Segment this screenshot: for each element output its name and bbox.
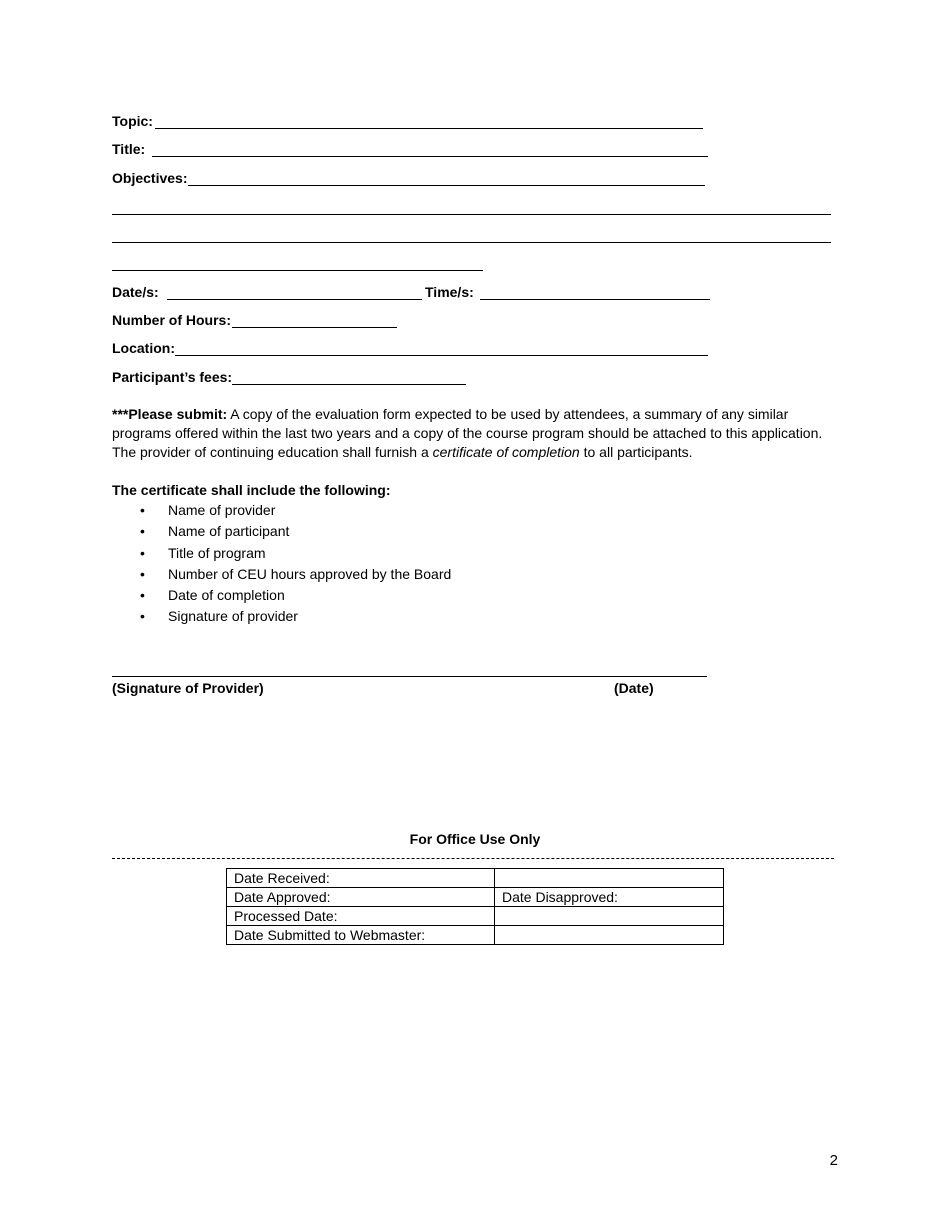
signature-date-label: (Date) [614,680,654,696]
hours-field[interactable] [232,327,397,328]
objectives-field-line-3[interactable] [112,242,831,243]
certificate-heading: The certificate shall include the following: [112,482,391,498]
objectives-field-line-4[interactable] [112,270,483,271]
office-processed-date-value[interactable] [495,907,724,926]
certificate-list [112,500,451,628]
fees-field[interactable] [232,384,466,385]
submit-paragraph [112,405,832,462]
table-row [227,869,724,888]
location-field[interactable] [175,355,708,356]
list-item: • Signature of provider [112,606,451,627]
office-date-received-value[interactable] [495,869,724,888]
signature-provider-label: (Signature of Provider) [112,680,264,696]
list-item: • Title of program [112,543,451,564]
title-label: Title: [112,141,146,157]
table-row [227,907,724,926]
table-row [227,926,724,945]
fees-label: Participant’s fees: [112,369,233,385]
list-item: • Number of CEU hours approved by the Board [112,564,451,585]
office-heading: For Office Use Only [409,831,541,847]
objectives-label: Objectives: [112,170,188,186]
times-field[interactable] [480,299,710,300]
office-table [226,868,724,945]
dates-label: Date/s: [112,284,159,300]
submit-emphasis: certificate of completion [432,444,580,460]
hours-label: Number of Hours: [112,312,231,328]
office-webmaster-label: Date Submitted to Webmaster: [227,926,495,945]
objectives-field[interactable] [188,185,705,186]
topic-field[interactable] [155,128,703,129]
submit-text-2: to all participants. [579,444,693,460]
office-divider [112,858,834,859]
dates-field[interactable] [167,299,422,300]
submit-text-1: A copy of the evaluation form expected to be used by attendees, a summary of any similar programs offered within the last two years and a copy of the course program should be attached to this application. The provider of continuing education shall furnish a [112,406,823,460]
office-date-disapproved-label: Date Disapproved: [495,888,724,907]
office-date-approved-label: Date Approved: [227,888,495,907]
office-processed-date-label: Processed Date: [227,907,495,926]
office-date-received-label: Date Received: [227,869,495,888]
office-webmaster-value[interactable] [495,926,724,945]
list-item: • Name of provider [112,500,451,521]
submit-lead: ***Please submit: [112,406,228,422]
list-item: • Name of participant [112,521,451,542]
table-row [227,888,724,907]
location-label: Location: [112,340,175,356]
list-item: • Date of completion [112,585,451,606]
signature-field[interactable] [112,676,707,677]
title-field[interactable] [152,156,708,157]
objectives-field-line-2[interactable] [112,214,831,215]
page-number: 2 [829,1152,838,1169]
times-label: Time/s: [425,284,474,300]
topic-label: Topic: [112,113,153,129]
